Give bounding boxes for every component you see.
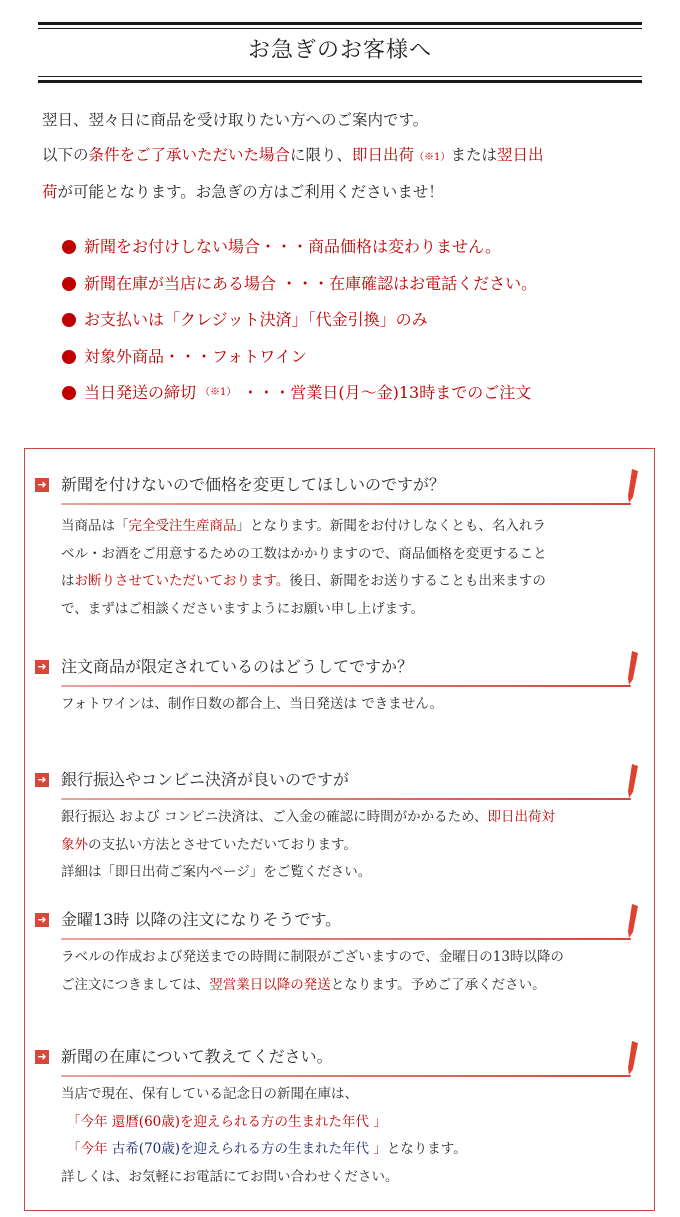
arrow-right-icon: ➜ — [35, 660, 49, 674]
answer-text: ご注文につきましては、 — [61, 976, 210, 993]
answer-text: 銀行振込 および コンビニ決済は、ご入金の確認に時間がかかるため、 — [61, 809, 488, 825]
faq-question-row — [25, 764, 654, 798]
red-dot-icon — [62, 313, 76, 327]
pencil-icon — [626, 469, 638, 503]
answer-bracket: 「今年 — [67, 1141, 112, 1157]
faq-answer — [61, 944, 633, 999]
faq-item — [25, 764, 654, 880]
answer-line — [61, 804, 633, 832]
answer-text: となります。予めご了承ください。 — [330, 976, 546, 993]
answer-line — [61, 1109, 633, 1137]
arrow-right-icon: ➜ — [35, 478, 49, 492]
condition-item — [62, 266, 642, 303]
faq-box — [24, 448, 655, 1211]
answer-line — [61, 568, 633, 596]
faq-item — [25, 469, 654, 617]
answer-bracket: 」 — [369, 1113, 387, 1130]
answer-highlight: 還暦(60歳)を迎えられる方の生まれた年代 — [111, 1113, 370, 1130]
answer-text: 後日、新聞をお送りすることも出来ますの — [289, 573, 546, 589]
condition-item — [62, 339, 642, 376]
title-rule-bottom-thin — [38, 76, 642, 77]
faq-question: 銀行振込やコンビニ決済が良いのですが — [61, 770, 350, 789]
condition-text: 新聞在庫が当店にある場合 ・・・在庫確認はお電話ください。 — [84, 273, 538, 293]
condition-note-mark: （※1） — [200, 387, 237, 398]
answer-highlight-navy: 古希(70歳)を迎えられる方の生まれた年代 — [111, 1141, 370, 1157]
intro-text-plain: に限り、 — [290, 146, 353, 164]
answer-highlight: お断りさせていただいております。 — [74, 573, 290, 589]
intro-line-2 — [42, 138, 642, 175]
question-underline — [61, 685, 631, 687]
condition-text: 当日発送の締切 — [84, 383, 197, 402]
answer-text: は — [61, 573, 75, 589]
question-underline — [61, 798, 631, 800]
intro-text-plain: または — [450, 146, 497, 164]
faq-item — [25, 651, 654, 712]
intro-text — [42, 103, 642, 210]
faq-question: 新聞の在庫について教えてください。 — [61, 1047, 333, 1066]
answer-line: フォトワインは、制作日数の都合上、当日発送は できません。 — [61, 696, 444, 712]
answer-line: 詳しくは、お気軽にお電話にてお問い合わせください。 — [61, 1168, 399, 1185]
faq-question: 金曜13時 以降の注文になりそうです。 — [61, 910, 342, 929]
faq-question-row — [25, 469, 654, 503]
intro-text-plain: が可能となります。お急ぎの方はご利用くださいませ！ — [57, 183, 444, 201]
answer-line — [61, 513, 633, 541]
pencil-icon — [626, 651, 638, 685]
answer-line — [61, 1136, 633, 1164]
faq-answer — [61, 804, 633, 887]
arrow-right-icon: ➜ — [35, 773, 49, 787]
title-rule-bottom — [38, 80, 642, 83]
intro-highlight-sameday: 即日出荷 — [352, 146, 415, 164]
faq-question: 注文商品が限定されているのはどうしてですか？ — [61, 657, 414, 676]
answer-text: 当商品は「 — [61, 518, 129, 534]
condition-text: 対象外商品・・・フォトワイン — [84, 346, 307, 366]
faq-question-row — [25, 1041, 654, 1075]
intro-highlight-conditions: 条件をご了承いただいた場合 — [88, 146, 291, 164]
pencil-icon — [626, 764, 638, 798]
question-underline — [61, 938, 631, 940]
red-dot-icon — [62, 386, 76, 400]
red-dot-icon — [62, 240, 76, 254]
answer-highlight: 完全受注生産商品 — [128, 518, 237, 534]
title-block — [38, 22, 642, 83]
intro-text-plain: 以下の — [42, 146, 89, 164]
answer-line — [61, 972, 633, 1000]
arrow-right-icon: ➜ — [35, 1050, 49, 1064]
faq-item — [25, 904, 654, 993]
title-rule-top — [38, 22, 642, 25]
answer-line: 詳細は「即日出荷ご案内ページ」をご覧ください。 — [61, 864, 372, 880]
answer-text: 」となります。新聞をお付けしなくとも、名入れラ — [236, 518, 546, 534]
answer-bracket: 」 — [369, 1141, 387, 1157]
intro-highlight-nextday-cont: 荷 — [42, 183, 58, 201]
faq-question-row — [25, 651, 654, 685]
condition-text: ・・・営業日(月～金)13時までのご注文 — [242, 383, 532, 402]
conditions-list — [62, 229, 642, 412]
condition-item — [62, 302, 642, 339]
arrow-right-icon: ➜ — [35, 913, 49, 927]
faq-question: 新聞を付けないので価格を変更してほしいのですが？ — [61, 475, 446, 494]
faq-answer — [61, 1081, 633, 1191]
answer-highlight: 即日出荷対 — [487, 809, 556, 825]
faq-answer — [61, 513, 633, 623]
answer-bracket: 「今年 — [67, 1113, 112, 1130]
faq-answer — [61, 691, 633, 719]
intro-highlight-nextday: 翌日出 — [496, 146, 544, 164]
answer-line — [61, 832, 633, 860]
condition-item — [62, 375, 642, 412]
answer-text: となります。 — [386, 1141, 467, 1157]
answer-highlight: 翌営業日以降の発送 — [209, 976, 331, 993]
intro-note-mark: （※1） — [414, 152, 451, 163]
answer-highlight: 象外 — [61, 836, 88, 853]
question-underline — [61, 1075, 631, 1077]
condition-text: 新聞をお付けしない場合・・・商品価格は変わりません。 — [84, 237, 501, 256]
answer-line: 当店で現在、保有している記念日の新聞在庫は、 — [61, 1086, 358, 1102]
condition-text: お支払いは「クレジット決済」「代金引換」のみ — [84, 310, 428, 329]
answer-text: の支払い方法とさせていただいております。 — [88, 836, 357, 853]
page-title: お急ぎのお客様へ — [247, 38, 432, 63]
answer-line: ベル・お酒をご用意するための工数はかかりますので、商品価格を変更すること — [61, 545, 547, 562]
red-dot-icon — [62, 277, 76, 291]
answer-line: ラベルの作成および発送までの時間に制限がございますので、金曜日の13時以降の — [61, 949, 564, 965]
answer-line: で、まずはご相談くださいますようにお願い申し上げます。 — [61, 600, 425, 617]
condition-item — [62, 229, 642, 266]
intro-line-3 — [42, 175, 642, 210]
question-underline — [61, 503, 631, 505]
red-dot-icon — [62, 350, 76, 364]
intro-line-1: 翌日、翌々日に商品を受け取りたい方へのご案内です。 — [42, 111, 429, 129]
pencil-icon — [626, 1041, 638, 1075]
faq-question-row — [25, 904, 654, 938]
pencil-icon — [626, 904, 638, 938]
faq-item — [25, 1041, 654, 1185]
